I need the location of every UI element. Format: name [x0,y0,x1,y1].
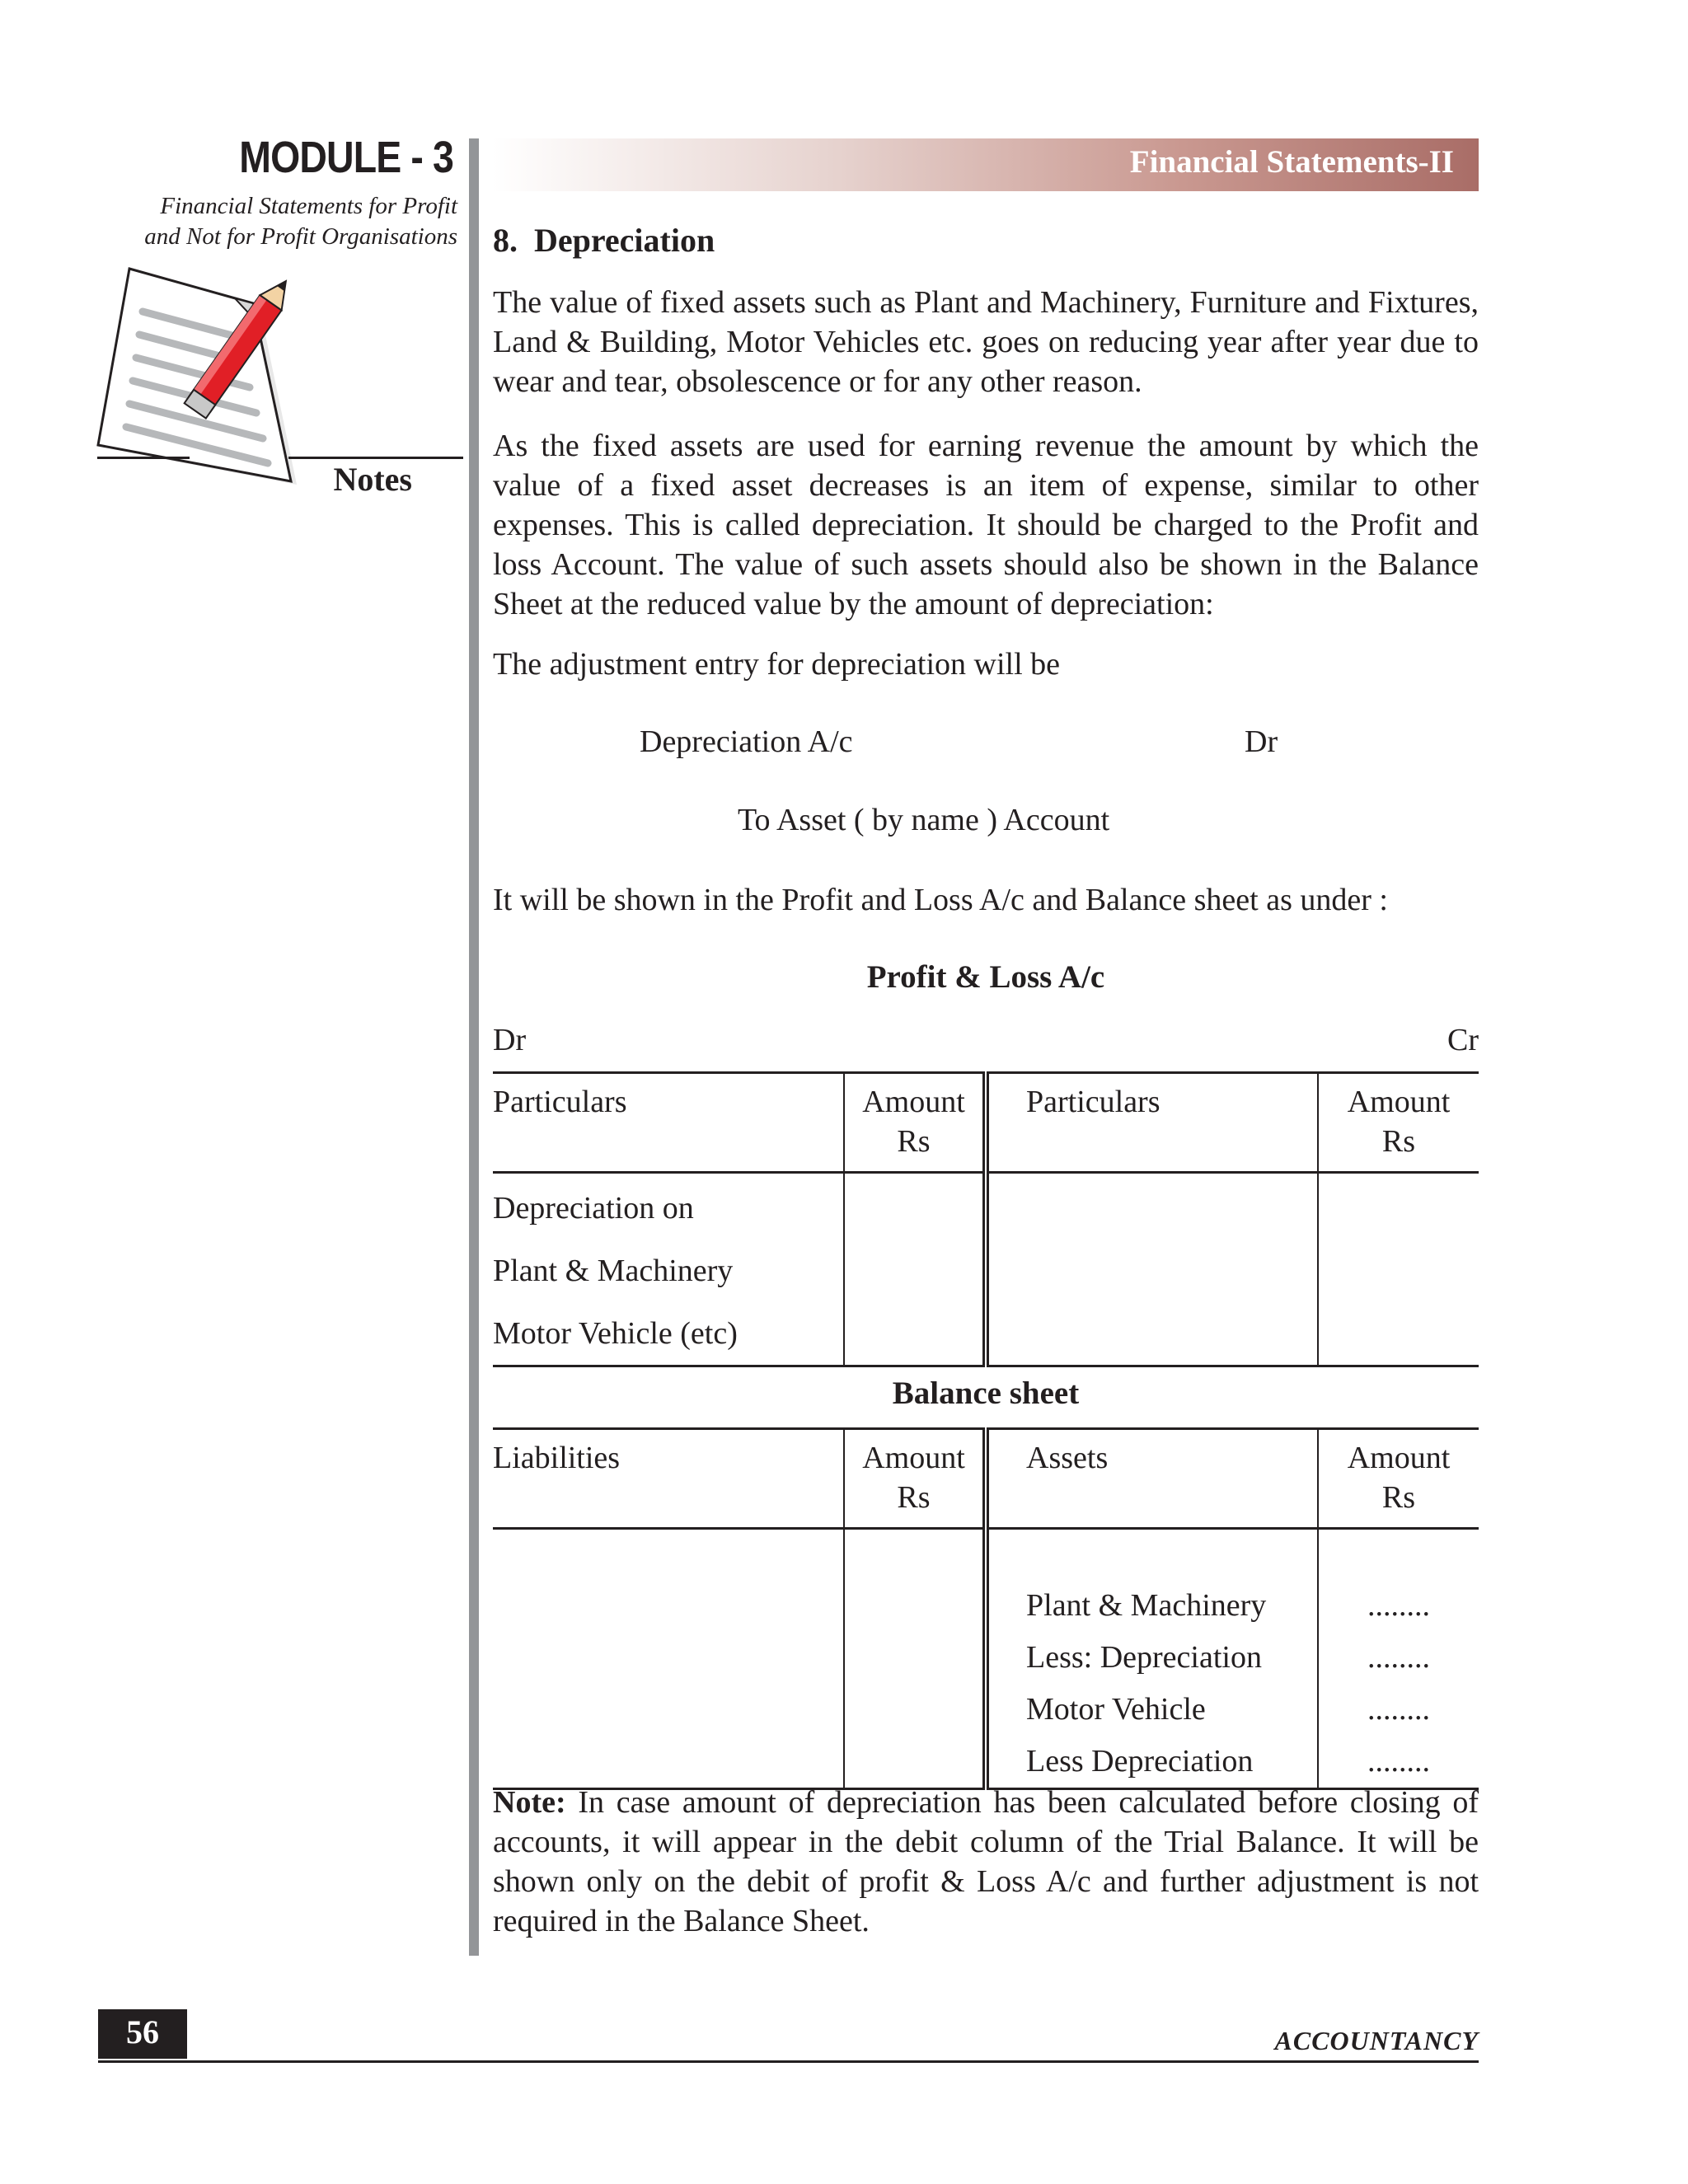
credit-side-label: Cr [1447,1023,1479,1057]
journal-entry-dr: Dr [1245,724,1278,759]
amount-placeholder: ........ [1367,1692,1430,1727]
footer-rule [98,2060,1479,2063]
list-item: Motor Vehicle (etc) [493,1316,738,1351]
credit-particulars-cell [986,1173,1318,1366]
paragraph: The adjustment entry for depreciation will be [493,647,1060,682]
journal-entry-debit: Depreciation A/c [640,724,853,759]
chapter-header-band [493,138,1479,191]
column-header: Amount Rs [844,1429,986,1529]
table-row [493,1173,1479,1366]
column-header: Amount Rs [1318,1073,1479,1173]
credit-amount-cell [1318,1173,1479,1366]
column-header: Particulars [493,1073,844,1173]
column-header: Liabilities [493,1429,844,1529]
module-subtitle-line: and Not for Profit Organisations [144,223,457,250]
profit-loss-title: Profit & Loss A/c [866,959,1105,995]
column-header: Assets [986,1429,1318,1529]
list-item: Less Depreciation [1026,1744,1254,1779]
assets-amount-cell [1318,1529,1479,1789]
module-subtitle [107,191,457,252]
column-header: Amount Rs [844,1073,986,1173]
list-item: Plant & Machinery [493,1254,734,1288]
paragraph: The value of fixed assets such as Plant and Machinery, Furniture and Fixtures, Land & Building, Motor Vehicles etc. goes on reducing year after year due to wear and tear, obsolescence or for any other reason. [493,285,1479,399]
module-title: MODULE - 3 [239,133,453,182]
chapter-title: Financial Statements-II [1129,144,1454,180]
debit-particulars-cell [493,1173,844,1366]
note-text: In case amount of depreciation has been calculated before closing of accounts, it will appear in the debit column of the Trial Balance. It will be shown only on the debit of profit & Loss A/c and further adjustment is not required in the Balance Sheet. [493,1785,1479,1938]
table-header-row [493,1073,1479,1173]
notes-label: Notes [333,461,412,498]
note-paragraph [493,1783,1479,1941]
paragraph: As the fixed assets are used for earning revenue the amount by which the value of a fixed asset decreases is an item of expense, similar to other expenses. This is called depreciation. It should be charged to the Profit and loss Account. The value of such assets should also be shown in the Balance Sheet at the reduced value by the amount of depreciation: [493,429,1479,621]
liabilities-amount-cell [844,1529,986,1789]
amount-placeholder: ........ [1367,1744,1430,1779]
page-number: 56 [126,2013,159,2050]
table-row [493,1529,1479,1789]
column-header: Amount Rs [1318,1429,1479,1529]
balance-sheet-title: Balance sheet [892,1376,1080,1411]
list-item: Less: Depreciation [1026,1640,1262,1675]
paragraph: It will be shown in the Profit and Loss A/c and Balance sheet as under : [493,883,1388,917]
table-header-row [493,1429,1479,1529]
debit-amount-cell [844,1173,986,1366]
amount-placeholder: ........ [1367,1640,1430,1675]
list-item: Motor Vehicle [1026,1692,1206,1727]
margin-divider [469,138,479,1956]
debit-side-label: Dr [493,1023,527,1057]
liabilities-cell [493,1529,844,1789]
journal-entry-credit: To Asset ( by name ) Account [738,803,1110,837]
notes-rule [97,457,190,459]
column-header: Particulars [986,1073,1318,1173]
assets-cell [986,1529,1318,1789]
note-label: Note: [493,1785,566,1820]
balance-sheet-table [493,1427,1479,1790]
list-item: Plant & Machinery [1026,1588,1267,1623]
profit-loss-table [493,1071,1479,1367]
list-item: Depreciation on [493,1191,694,1226]
amount-placeholder: ........ [1367,1588,1430,1623]
module-subtitle-line: Financial Statements for Profit [160,193,457,219]
notes-rule [288,457,463,459]
footer-book-title: ACCOUNTANCY [1274,2026,1479,2055]
section-title: 8. Depreciation [493,222,715,259]
